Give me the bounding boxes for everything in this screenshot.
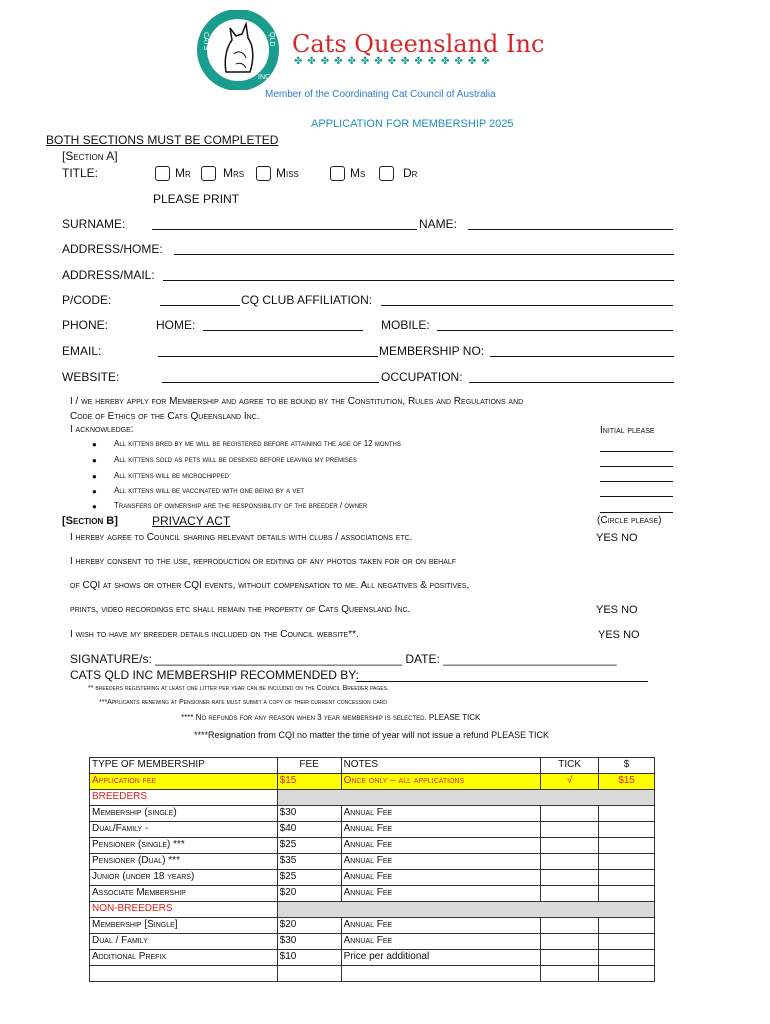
title-mr-label: Mr	[175, 166, 191, 180]
consent-line-2: of CQI at shows or other CQI events, without compensation to me. All negatives & positives,	[70, 580, 470, 591]
tick-cell[interactable]	[541, 838, 599, 854]
address-home-field[interactable]	[174, 254, 674, 255]
tick-cell[interactable]	[541, 870, 599, 886]
application-tick[interactable]: √	[541, 774, 599, 790]
both-sections-heading: BOTH SECTIONS MUST BE COMPLETED	[46, 133, 279, 147]
membership-notes: Annual Fee	[341, 854, 541, 870]
tick-cell[interactable]	[541, 854, 599, 870]
blank-cell	[341, 966, 541, 982]
initial-field-2[interactable]	[600, 466, 673, 467]
ack-item-3: All kittens will be microchipped	[114, 471, 229, 480]
initial-field-3[interactable]	[600, 481, 673, 482]
amount-cell[interactable]	[599, 934, 655, 950]
table-row-blank	[90, 966, 655, 982]
consent-line-3: prints, video recordings etc shall remain the property of Cats Queensland Inc.	[70, 604, 411, 615]
membership-no-field[interactable]	[490, 356, 674, 357]
bullet-icon: ●	[92, 502, 97, 511]
home-phone-label: HOME:	[156, 318, 196, 332]
recommended-field[interactable]	[356, 681, 648, 682]
header-amount: $	[599, 758, 655, 774]
blank-cell	[599, 966, 655, 982]
membership-type: Dual / Family	[90, 934, 278, 950]
table-row	[90, 822, 655, 838]
tick-cell[interactable]	[541, 806, 599, 822]
org-name: Cats Queensland Inc	[292, 30, 545, 58]
membership-type: Associate Membership	[90, 886, 278, 902]
home-phone-field[interactable]	[203, 330, 363, 331]
cat-silhouette-logo-icon	[196, 10, 291, 90]
breeders-label: BREEDERS	[90, 790, 278, 806]
membership-notes: Annual Fee	[341, 886, 541, 902]
initial-please-label: Initial please	[600, 425, 655, 436]
website-label: WEBSITE:	[62, 370, 120, 384]
title-mrs-checkbox[interactable]	[201, 166, 216, 181]
tick-cell[interactable]	[541, 934, 599, 950]
cq-club-label: CQ CLUB AFFILIATION:	[241, 293, 373, 307]
membership-notes: Annual Fee	[341, 918, 541, 934]
membership-fee: $30	[277, 806, 341, 822]
tick-cell[interactable]	[541, 886, 599, 902]
membership-fee: $25	[277, 870, 341, 886]
note-pensioner: ***Applicants renewing at Pensioner rate must submit a copy of their current concession card	[99, 699, 387, 706]
membership-type: Pensioner (single) ***	[90, 838, 278, 854]
breeders-section-row	[90, 790, 655, 806]
header-notes: NOTES	[341, 758, 541, 774]
acknowledge-label: I acknowledge:	[70, 424, 134, 435]
initial-field-5[interactable]	[600, 512, 673, 513]
application-notes: Once only – all applications	[341, 774, 541, 790]
membership-fee: $40	[277, 822, 341, 838]
title-mr-checkbox[interactable]	[155, 166, 170, 181]
agree-line-2: Code of Ethics of the Cats Queensland Inc.	[70, 411, 260, 422]
ack-item-4: All kittens will be vaccinated with one being by a vet	[114, 486, 305, 495]
initial-field-1[interactable]	[600, 451, 673, 452]
table-row	[90, 886, 655, 902]
email-label: EMAIL:	[62, 344, 102, 358]
table-row	[90, 934, 655, 950]
address-mail-label: ADDRESS/MAIL:	[62, 268, 155, 282]
amount-cell[interactable]	[599, 822, 655, 838]
address-mail-field[interactable]	[163, 280, 674, 281]
occupation-label: OCCUPATION:	[381, 370, 463, 384]
ack-item-5: Transfers of ownership are the responsibility of the breeder / owner	[114, 501, 368, 510]
table-row	[90, 870, 655, 886]
occupation-field[interactable]	[469, 382, 674, 383]
membership-notes: Price per additional	[341, 950, 541, 966]
surname-label: SURNAME:	[62, 217, 126, 231]
pcode-label: P/CODE:	[62, 293, 112, 307]
membership-fee: $35	[277, 854, 341, 870]
membership-notes: Annual Fee	[341, 934, 541, 950]
bullet-icon: ●	[92, 487, 97, 496]
title-mrs-label: Mrs	[223, 166, 245, 180]
application-type: Application fee	[90, 774, 278, 790]
address-home-label: ADDRESS/HOME:	[62, 242, 163, 256]
mobile-field[interactable]	[437, 330, 673, 331]
logo-ring-left: CATS	[202, 32, 209, 51]
initial-field-4[interactable]	[600, 496, 673, 497]
tick-cell[interactable]	[541, 918, 599, 934]
nonbreeders-shaded	[277, 902, 654, 918]
name-label: NAME:	[419, 217, 458, 231]
title-ms-checkbox[interactable]	[330, 166, 345, 181]
amount-cell[interactable]	[599, 838, 655, 854]
header-tick: TICK	[541, 758, 599, 774]
title-miss-checkbox[interactable]	[256, 166, 271, 181]
table-row	[90, 918, 655, 934]
title-dr-checkbox[interactable]	[379, 166, 394, 181]
tick-cell[interactable]	[541, 950, 599, 966]
cq-club-field[interactable]	[381, 305, 673, 306]
consent-line-1: I hereby consent to the use, reproduction or editing of any photos taken for or on behalf	[70, 556, 457, 567]
blank-cell	[277, 966, 341, 982]
mobile-label: MOBILE:	[381, 318, 430, 332]
application-amount: $15	[599, 774, 655, 790]
title-dr-label: Dr	[403, 166, 418, 180]
note-no-refunds: **** No refunds for any reason when 3 year membership is selected. PLEASE TICK	[181, 713, 481, 722]
amount-cell[interactable]	[599, 806, 655, 822]
privacy-act-heading: PRIVACY ACT	[152, 514, 231, 528]
fee-table	[89, 757, 655, 982]
amount-cell[interactable]	[599, 854, 655, 870]
council-share-text: I hereby agree to Council sharing relevant details with clubs / associations etc.	[70, 532, 413, 543]
title-miss-label: Miss	[276, 166, 299, 180]
circle-please-label: (Circle please)	[597, 515, 662, 526]
application-fee-row	[90, 774, 655, 790]
recommended-label: CATS QLD INC MEMBERSHIP RECOMMENDED BY:	[70, 668, 359, 682]
membership-fee: $20	[277, 886, 341, 902]
breeder-website-yes-no[interactable]: YES NO	[598, 629, 640, 641]
table-row	[90, 838, 655, 854]
membership-fee: $20	[277, 918, 341, 934]
ack-item-1: All kittens bred by me will be registered before attaining the age of 12 months	[114, 439, 401, 448]
amount-cell[interactable]	[599, 870, 655, 886]
council-share-yes-no[interactable]: YES NO	[596, 532, 638, 544]
note-resignation: ****Resignation from CQI no matter the time of year will not issue a refund PLEASE TICK	[194, 730, 549, 740]
nonbreeders-section-row	[90, 902, 655, 918]
blank-cell	[90, 966, 278, 982]
bullet-icon: ●	[92, 440, 97, 449]
table-row	[90, 854, 655, 870]
nonbreeders-label: NON-BREEDERS	[90, 902, 278, 918]
blank-cell	[541, 966, 599, 982]
membership-fee: $10	[277, 950, 341, 966]
member-line: Member of the Coordinating Cat Council of Australia	[265, 89, 496, 100]
membership-notes: Annual Fee	[341, 870, 541, 886]
membership-type: Additional Prefix	[90, 950, 278, 966]
section-b-label: [Section B]	[62, 515, 118, 527]
logo-ring-right: QLD	[268, 32, 275, 47]
note-breeder-pages: ** breeders registering at least one litter per year can be included on the Council Breeder pages.	[88, 685, 389, 692]
membership-fee: $25	[277, 838, 341, 854]
signature-line[interactable]: SIGNATURE/s: _____________________________________ DATE: __________________________	[70, 652, 617, 666]
bullet-icon: ●	[92, 472, 97, 481]
membership-notes: Annual Fee	[341, 822, 541, 838]
membership-no-label: MEMBERSHIP NO:	[379, 344, 485, 358]
header-fee: FEE	[277, 758, 341, 774]
surname-field[interactable]	[152, 229, 417, 230]
amount-cell[interactable]	[599, 918, 655, 934]
bullet-icon: ●	[92, 456, 97, 465]
logo-paw-row: ✤✤✤✤✤✤✤✤✤✤✤✤✤✤✤	[294, 56, 495, 67]
cats-qld-logo	[196, 10, 291, 90]
ack-item-2: All kittens sold as pets will be desexed before leaving my premises	[114, 455, 357, 464]
application-fee: $15	[277, 774, 341, 790]
form-title: APPLICATION FOR MEMBERSHIP 2025	[311, 118, 514, 130]
logo-ring-bottom: INC	[258, 74, 271, 81]
amount-cell[interactable]	[599, 886, 655, 902]
breeders-shaded	[277, 790, 654, 806]
title-label: TITLE:	[62, 166, 99, 180]
membership-notes: Annual Fee	[341, 806, 541, 822]
please-print: PLEASE PRINT	[153, 192, 240, 206]
agree-line-1: I / we hereby apply for Membership and agree to be bound by the Constitution, Rules and Regulations and	[70, 396, 524, 407]
consent-yes-no[interactable]: YES NO	[596, 604, 638, 616]
membership-fee: $30	[277, 934, 341, 950]
membership-type: Membership [Single]	[90, 918, 278, 934]
table-row	[90, 806, 655, 822]
amount-cell[interactable]	[599, 950, 655, 966]
tick-cell[interactable]	[541, 822, 599, 838]
title-ms-label: Ms	[350, 166, 366, 180]
email-field[interactable]	[158, 356, 378, 357]
header-type: TYPE OF MEMBERSHIP	[90, 758, 278, 774]
website-field[interactable]	[162, 382, 379, 383]
phone-label: PHONE:	[62, 318, 109, 332]
section-a-label: [Section A]	[62, 149, 118, 163]
pcode-field[interactable]	[160, 305, 240, 306]
membership-type: Dual/Family -	[90, 822, 278, 838]
breeder-website-text: I wish to have my breeder details included on the Council website**.	[70, 629, 359, 640]
fee-table-header-row	[90, 758, 655, 774]
membership-type: Pensioner (Dual) ***	[90, 854, 278, 870]
membership-notes: Annual Fee	[341, 838, 541, 854]
membership-type: Junior (under 18 years)	[90, 870, 278, 886]
table-row	[90, 950, 655, 966]
membership-type: Membership (single)	[90, 806, 278, 822]
name-field[interactable]	[468, 229, 673, 230]
